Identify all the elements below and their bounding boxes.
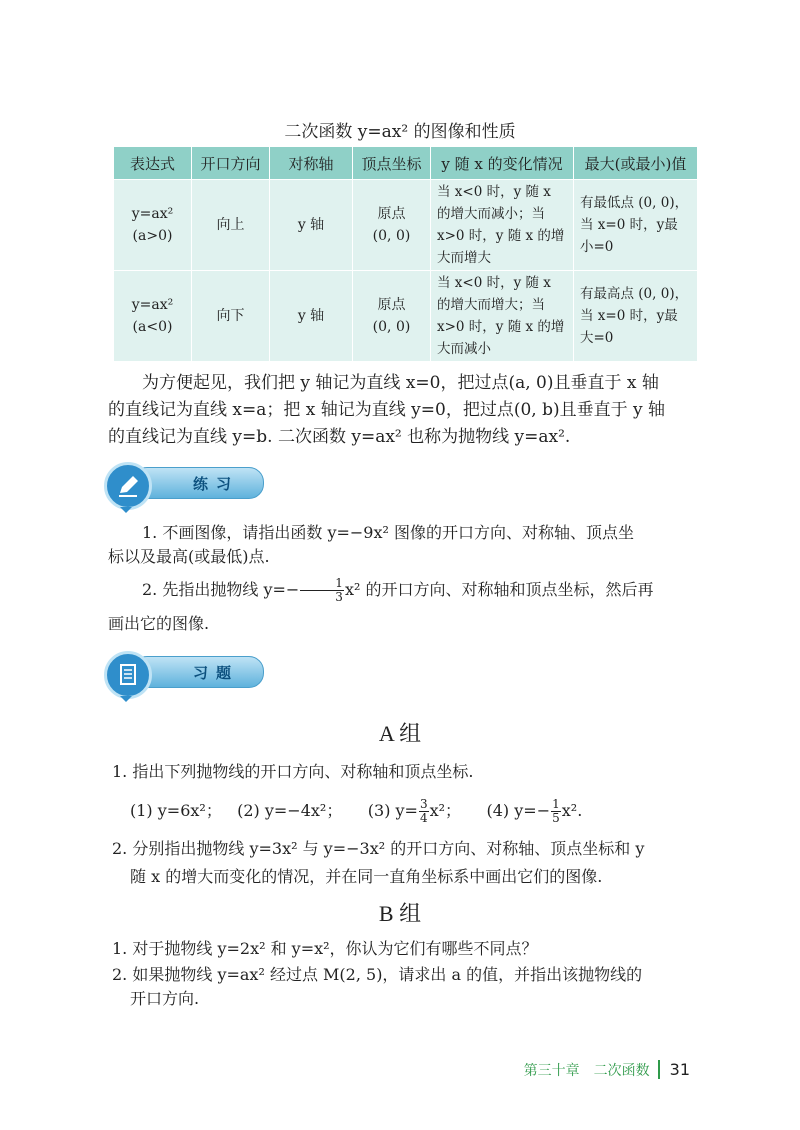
cell-expression: y=ax² (a<0)	[114, 271, 192, 362]
header-vertex: 顶点坐标	[353, 147, 431, 180]
cell-expression: y=ax² (a>0)	[114, 180, 192, 271]
group-b-questions: 1. 对于抛物线 y=2x² 和 y=x²，你认为它们有哪些不同点？ 2. 如果抛物线 y=ax² 经过点 M(2, 5)，请求出 a 的值，并指出该抛物线的 开口方向.	[112, 939, 643, 1008]
cell-vertex: 原点 (0, 0)	[353, 271, 431, 362]
header-expression: 表达式	[114, 147, 192, 180]
header-extreme: 最大(或最小)值	[574, 147, 698, 180]
page-footer	[524, 1060, 690, 1080]
cell-axis: y 轴	[270, 180, 353, 271]
header-opening: 开口方向	[192, 147, 270, 180]
exercise-title: 习题	[193, 664, 240, 682]
practice-q2: 2. 先指出抛物线 y=− $\frac{1}{3}$ x² 的开口方向、对称轴和顶点坐标，然后再	[142, 576, 654, 604]
fraction: $\frac{1}{5}$	[552, 797, 560, 825]
cell-extreme: 有最低点 (0, 0)，当 x=0 时，y最小=0	[574, 180, 698, 271]
cell-opening: 向下	[192, 271, 270, 362]
a1-items: (1) y=6x²； (2) y=−4x²； (3) y= $\frac{3}{4}$ x²； (4) y=− $\frac{1}{5}$ x².	[130, 797, 583, 825]
practice-title: 练习	[193, 475, 240, 493]
group-a-questions: 1. 指出下列抛物线的开口方向、对称轴和顶点坐标. (1) y=6x²； (2) y=−4x²； (3) y= $\frac{3}{4}$ x²； (4) y=− $\frac{1}{5}$ x². 2. 分别指出抛物线 y=3x² 与 y=−3x² 的开口方向、对称轴、顶点坐标和 y 随 x 的增大而变化的情况，并在同一直角坐标系中画出它们的图像.	[112, 760, 712, 889]
practice-questions: 1. 不画图像，请指出函数 y=−9x² 图像的开口方向、对称轴、顶点坐 标以及最高(或最低)点. 2. 先指出抛物线 y=− $\frac{1}{3}$ x² 的开口方向、对称轴和顶点坐标，然后再 画出它的图像.	[108, 521, 708, 636]
exercise-banner	[104, 651, 264, 695]
table-caption: 二次函数 y=ax² 的图像和性质	[284, 122, 516, 142]
chapter-label: 第三十章 二次函数	[523, 1063, 650, 1079]
cell-change: 当 x<0 时，y 随 x 的增大而增大；当 x>0 时，y 随 x 的增大而减小	[431, 271, 574, 362]
pencil-icon	[104, 462, 152, 510]
group-a-heading: A 组	[378, 721, 422, 746]
cell-opening: 向上	[192, 180, 270, 271]
table-header-row	[114, 147, 698, 180]
cell-change: 当 x<0 时，y 随 x 的增大而减小；当 x>0 时，y 随 x 的增大而增大	[431, 180, 574, 271]
cell-vertex: 原点 (0, 0)	[353, 180, 431, 271]
group-b-heading: B 组	[378, 901, 422, 926]
fraction: $\frac{3}{4}$	[419, 797, 428, 825]
cell-axis: y 轴	[270, 271, 353, 362]
header-change: y 随 x 的变化情况	[431, 147, 574, 180]
cell-extreme: 有最高点 (0, 0)，当 x=0 时，y最大=0	[574, 271, 698, 362]
fraction: $\frac{1}{3}$	[300, 577, 344, 604]
header-axis: 对称轴	[270, 147, 353, 180]
practice-banner	[104, 462, 264, 506]
properties-table	[113, 146, 698, 362]
intro-paragraph: 为方便起见，我们把 y 轴记为直线 x=0，把过点(a, 0)且垂直于 x 轴 的直线记为直线 x=a；把 x 轴记为直线 y=0，把过点(0, b)且垂直于 y 轴 的直线记为直线 y=b. 二次函数 y=ax² 也称为抛物线 y=ax².	[108, 373, 666, 447]
document-icon	[104, 651, 152, 699]
table-row	[114, 271, 698, 362]
page-number: 31	[658, 1060, 690, 1079]
table-row	[114, 180, 698, 271]
